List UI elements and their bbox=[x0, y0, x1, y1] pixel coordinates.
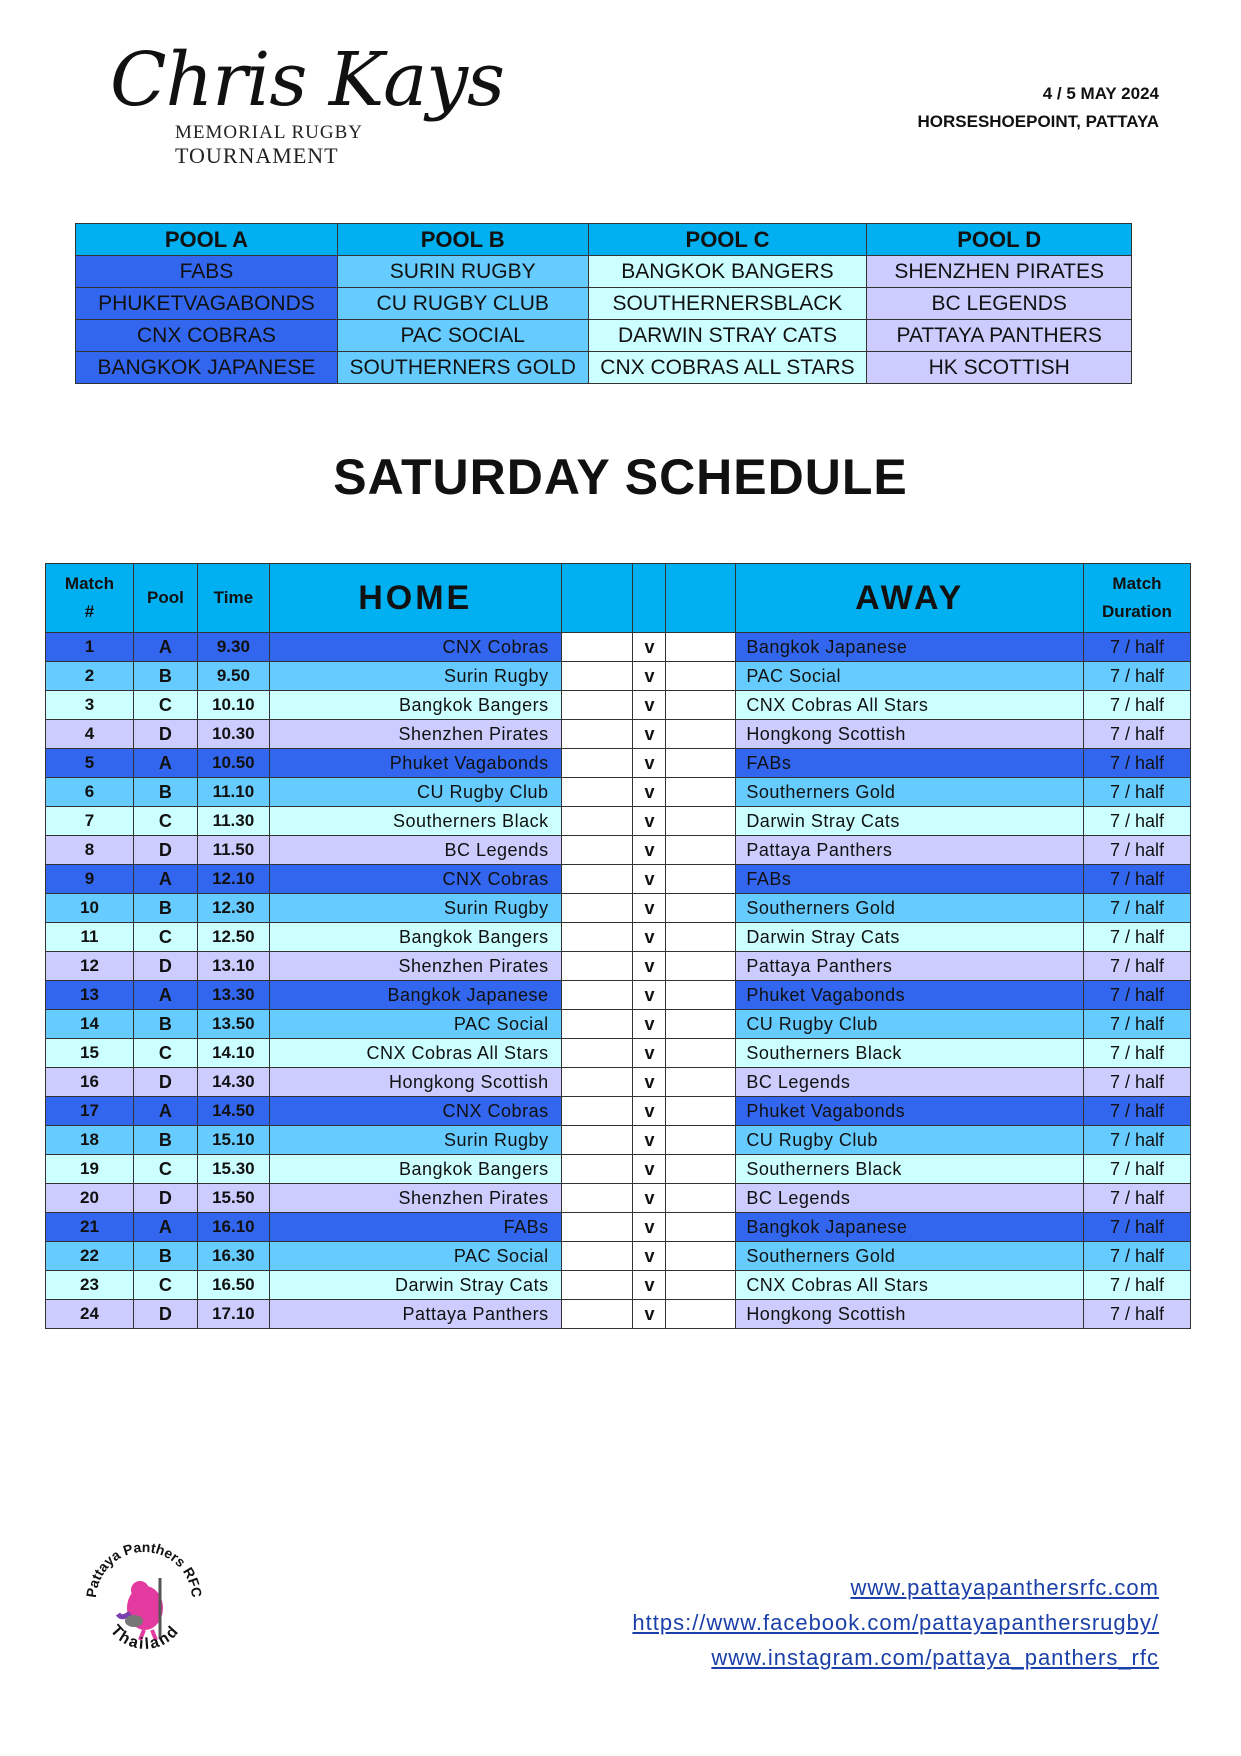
home-score-cell bbox=[561, 1068, 633, 1097]
match-duration: 7 / half bbox=[1083, 1300, 1190, 1329]
match-number: 7 bbox=[46, 807, 134, 836]
pool-header: POOL B bbox=[337, 224, 588, 256]
header-blank-cell bbox=[633, 564, 666, 633]
pool-header: POOL A bbox=[76, 224, 338, 256]
match-number: 11 bbox=[46, 923, 134, 952]
versus-label: v bbox=[633, 923, 666, 952]
versus-label: v bbox=[633, 894, 666, 923]
home-score-cell bbox=[561, 865, 633, 894]
match-duration: 7 / half bbox=[1083, 1184, 1190, 1213]
versus-label: v bbox=[633, 952, 666, 981]
match-time: 13.30 bbox=[197, 981, 269, 1010]
match-pool: C bbox=[133, 923, 197, 952]
home-score-cell bbox=[561, 1213, 633, 1242]
away-score-cell bbox=[666, 1068, 736, 1097]
match-time: 10.50 bbox=[197, 749, 269, 778]
match-duration: 7 / half bbox=[1083, 1213, 1190, 1242]
away-score-cell bbox=[666, 778, 736, 807]
match-pool: A bbox=[133, 865, 197, 894]
match-duration: 7 / half bbox=[1083, 633, 1190, 662]
match-duration: 7 / half bbox=[1083, 1039, 1190, 1068]
home-score-cell bbox=[561, 1039, 633, 1068]
away-team: Phuket Vagabonds bbox=[736, 1097, 1084, 1126]
match-row bbox=[46, 981, 1191, 1010]
match-duration: 7 / half bbox=[1083, 981, 1190, 1010]
match-number-header bbox=[46, 564, 134, 633]
match-number: 14 bbox=[46, 1010, 134, 1039]
home-score-cell bbox=[561, 836, 633, 865]
match-number: 21 bbox=[46, 1213, 134, 1242]
away-team: Southerners Black bbox=[736, 1039, 1084, 1068]
away-score-cell bbox=[666, 1300, 736, 1329]
home-score-cell bbox=[561, 807, 633, 836]
away-score-cell bbox=[666, 1242, 736, 1271]
match-duration: 7 / half bbox=[1083, 894, 1190, 923]
home-team: Darwin Stray Cats bbox=[269, 1271, 561, 1300]
home-team: Bangkok Bangers bbox=[269, 923, 561, 952]
match-row bbox=[46, 720, 1191, 749]
versus-label: v bbox=[633, 1184, 666, 1213]
pool-row bbox=[76, 256, 1132, 288]
footer-links bbox=[632, 1570, 1159, 1675]
website-link[interactable]: www.pattayapanthersrfc.com bbox=[850, 1575, 1159, 1600]
match-time: 12.50 bbox=[197, 923, 269, 952]
tournament-logo bbox=[110, 37, 505, 170]
match-row bbox=[46, 778, 1191, 807]
match-pool: C bbox=[133, 807, 197, 836]
match-duration: 7 / half bbox=[1083, 662, 1190, 691]
logo-subtitle-line1: MEMORIAL RUGBY bbox=[175, 122, 363, 143]
match-row bbox=[46, 1242, 1191, 1271]
match-time: 15.10 bbox=[197, 1126, 269, 1155]
home-score-cell bbox=[561, 1184, 633, 1213]
versus-label: v bbox=[633, 1271, 666, 1300]
logo-script-title: Chris Kays bbox=[110, 37, 505, 123]
match-row bbox=[46, 1184, 1191, 1213]
match-time: 17.10 bbox=[197, 1300, 269, 1329]
home-score-cell bbox=[561, 691, 633, 720]
home-team: Shenzhen Pirates bbox=[269, 720, 561, 749]
match-number: 1 bbox=[46, 633, 134, 662]
match-time: 15.50 bbox=[197, 1184, 269, 1213]
away-team: BC Legends bbox=[736, 1184, 1084, 1213]
match-row bbox=[46, 1271, 1191, 1300]
match-duration: 7 / half bbox=[1083, 1242, 1190, 1271]
match-duration: 7 / half bbox=[1083, 923, 1190, 952]
away-score-cell bbox=[666, 923, 736, 952]
event-date: 4 / 5 MAY 2024 bbox=[1042, 84, 1159, 103]
match-number: 17 bbox=[46, 1097, 134, 1126]
match-pool: D bbox=[133, 1184, 197, 1213]
match-duration: 7 / half bbox=[1083, 807, 1190, 836]
match-row bbox=[46, 952, 1191, 981]
away-team: Phuket Vagabonds bbox=[736, 981, 1084, 1010]
duration-column-header bbox=[1083, 564, 1190, 633]
away-score-cell bbox=[666, 952, 736, 981]
match-duration: 7 / half bbox=[1083, 1010, 1190, 1039]
pool-team-cell: CNX COBRAS ALL STARS bbox=[588, 352, 867, 384]
instagram-link[interactable]: www.instagram.com/pattaya_panthers_rfc bbox=[711, 1645, 1159, 1670]
pool-team-cell: BANGKOK JAPANESE bbox=[76, 352, 338, 384]
away-team: Southerners Gold bbox=[736, 1242, 1084, 1271]
home-team: Shenzhen Pirates bbox=[269, 1184, 561, 1213]
match-pool: D bbox=[133, 952, 197, 981]
match-time: 13.50 bbox=[197, 1010, 269, 1039]
away-team: Darwin Stray Cats bbox=[736, 923, 1084, 952]
away-team: Pattaya Panthers bbox=[736, 952, 1084, 981]
away-column-header: AWAY bbox=[736, 564, 1084, 633]
event-info bbox=[917, 80, 1159, 136]
pool-team-cell: SOUTHERNERS GOLD bbox=[337, 352, 588, 384]
away-team: FABs bbox=[736, 865, 1084, 894]
away-score-cell bbox=[666, 1097, 736, 1126]
away-team: Hongkong Scottish bbox=[736, 720, 1084, 749]
match-time: 9.50 bbox=[197, 662, 269, 691]
club-logo-top-text: Pattaya Panthers RFC bbox=[82, 1538, 206, 1599]
home-team: FABs bbox=[269, 1213, 561, 1242]
schedule-table bbox=[45, 563, 1191, 1329]
match-duration: 7 / half bbox=[1083, 1097, 1190, 1126]
versus-label: v bbox=[633, 778, 666, 807]
home-team: Surin Rugby bbox=[269, 1126, 561, 1155]
match-duration: 7 / half bbox=[1083, 865, 1190, 894]
match-pool: D bbox=[133, 836, 197, 865]
pools-table bbox=[75, 223, 1132, 384]
match-time: 16.30 bbox=[197, 1242, 269, 1271]
away-team: CU Rugby Club bbox=[736, 1010, 1084, 1039]
panther-logo-icon bbox=[82, 1538, 207, 1663]
match-duration: 7 / half bbox=[1083, 778, 1190, 807]
home-score-cell bbox=[561, 1010, 633, 1039]
match-number: 23 bbox=[46, 1271, 134, 1300]
away-team: BC Legends bbox=[736, 1068, 1084, 1097]
away-team: CNX Cobras All Stars bbox=[736, 691, 1084, 720]
away-score-cell bbox=[666, 807, 736, 836]
match-pool: D bbox=[133, 1068, 197, 1097]
match-time: 11.50 bbox=[197, 836, 269, 865]
away-score-cell bbox=[666, 633, 736, 662]
match-number: 8 bbox=[46, 836, 134, 865]
match-time: 12.10 bbox=[197, 865, 269, 894]
home-score-cell bbox=[561, 1271, 633, 1300]
versus-label: v bbox=[633, 1213, 666, 1242]
home-score-cell bbox=[561, 952, 633, 981]
away-team: Darwin Stray Cats bbox=[736, 807, 1084, 836]
versus-label: v bbox=[633, 633, 666, 662]
pool-header: POOL D bbox=[867, 224, 1132, 256]
match-row bbox=[46, 691, 1191, 720]
pool-row bbox=[76, 288, 1132, 320]
pool-team-cell: SHENZHEN PIRATES bbox=[867, 256, 1132, 288]
match-pool: C bbox=[133, 1039, 197, 1068]
away-score-cell bbox=[666, 749, 736, 778]
club-logo-bottom-text: Thailand bbox=[106, 1621, 184, 1654]
header-blank-cell bbox=[561, 564, 633, 633]
away-score-cell bbox=[666, 662, 736, 691]
match-time: 14.30 bbox=[197, 1068, 269, 1097]
pool-team-cell: PATTAYA PANTHERS bbox=[867, 320, 1132, 352]
home-score-cell bbox=[561, 720, 633, 749]
home-score-cell bbox=[561, 749, 633, 778]
home-team: CU Rugby Club bbox=[269, 778, 561, 807]
match-number: 19 bbox=[46, 1155, 134, 1184]
match-row bbox=[46, 1097, 1191, 1126]
match-number-header-line1: Match bbox=[64, 574, 115, 593]
versus-label: v bbox=[633, 807, 666, 836]
versus-label: v bbox=[633, 1010, 666, 1039]
match-pool: C bbox=[133, 1271, 197, 1300]
match-row bbox=[46, 836, 1191, 865]
match-number: 24 bbox=[46, 1300, 134, 1329]
versus-label: v bbox=[633, 1068, 666, 1097]
away-team: Hongkong Scottish bbox=[736, 1300, 1084, 1329]
home-score-cell bbox=[561, 1242, 633, 1271]
away-team: PAC Social bbox=[736, 662, 1084, 691]
match-duration: 7 / half bbox=[1083, 749, 1190, 778]
away-score-cell bbox=[666, 1213, 736, 1242]
match-duration: 7 / half bbox=[1083, 1068, 1190, 1097]
match-number: 6 bbox=[46, 778, 134, 807]
pool-team-cell: CU RUGBY CLUB bbox=[337, 288, 588, 320]
home-team: PAC Social bbox=[269, 1242, 561, 1271]
pool-team-cell: HK SCOTTISH bbox=[867, 352, 1132, 384]
match-number: 22 bbox=[46, 1242, 134, 1271]
versus-label: v bbox=[633, 981, 666, 1010]
match-time: 11.10 bbox=[197, 778, 269, 807]
away-team: Southerners Gold bbox=[736, 894, 1084, 923]
home-team: Bangkok Bangers bbox=[269, 1155, 561, 1184]
match-number: 16 bbox=[46, 1068, 134, 1097]
home-score-cell bbox=[561, 981, 633, 1010]
away-score-cell bbox=[666, 981, 736, 1010]
match-time: 10.10 bbox=[197, 691, 269, 720]
match-time: 15.30 bbox=[197, 1155, 269, 1184]
event-venue: HORSESHOEPOINT, PATTAYA bbox=[917, 112, 1159, 131]
match-number: 18 bbox=[46, 1126, 134, 1155]
home-team: Bangkok Japanese bbox=[269, 981, 561, 1010]
match-row bbox=[46, 1155, 1191, 1184]
away-score-cell bbox=[666, 865, 736, 894]
match-duration: 7 / half bbox=[1083, 1271, 1190, 1300]
match-pool: A bbox=[133, 633, 197, 662]
home-score-cell bbox=[561, 894, 633, 923]
home-column-header: HOME bbox=[269, 564, 561, 633]
away-team: Bangkok Japanese bbox=[736, 633, 1084, 662]
versus-label: v bbox=[633, 865, 666, 894]
away-score-cell bbox=[666, 836, 736, 865]
match-pool: A bbox=[133, 1213, 197, 1242]
match-pool: A bbox=[133, 981, 197, 1010]
match-time: 12.30 bbox=[197, 894, 269, 923]
away-score-cell bbox=[666, 894, 736, 923]
match-pool: D bbox=[133, 720, 197, 749]
away-score-cell bbox=[666, 1126, 736, 1155]
pool-column-header: Pool bbox=[133, 564, 197, 633]
club-logo bbox=[82, 1538, 207, 1663]
pool-row bbox=[76, 320, 1132, 352]
away-team: FABs bbox=[736, 749, 1084, 778]
pool-row bbox=[76, 352, 1132, 384]
home-score-cell bbox=[561, 1300, 633, 1329]
pool-team-cell: BC LEGENDS bbox=[867, 288, 1132, 320]
match-pool: B bbox=[133, 1010, 197, 1039]
home-team: Surin Rugby bbox=[269, 894, 561, 923]
home-team: PAC Social bbox=[269, 1010, 561, 1039]
home-team: Shenzhen Pirates bbox=[269, 952, 561, 981]
match-number: 5 bbox=[46, 749, 134, 778]
home-team: CNX Cobras All Stars bbox=[269, 1039, 561, 1068]
home-team: Bangkok Bangers bbox=[269, 691, 561, 720]
match-time: 9.30 bbox=[197, 633, 269, 662]
match-row bbox=[46, 1010, 1191, 1039]
versus-label: v bbox=[633, 1155, 666, 1184]
match-row bbox=[46, 807, 1191, 836]
home-team: CNX Cobras bbox=[269, 633, 561, 662]
versus-label: v bbox=[633, 1242, 666, 1271]
home-score-cell bbox=[561, 1097, 633, 1126]
home-team: CNX Cobras bbox=[269, 865, 561, 894]
home-team: Surin Rugby bbox=[269, 662, 561, 691]
away-score-cell bbox=[666, 691, 736, 720]
match-pool: D bbox=[133, 1300, 197, 1329]
match-pool: A bbox=[133, 1097, 197, 1126]
match-number: 3 bbox=[46, 691, 134, 720]
logo-subtitle-line2: TOURNAMENT bbox=[175, 143, 339, 168]
match-pool: C bbox=[133, 691, 197, 720]
home-score-cell bbox=[561, 633, 633, 662]
match-pool: B bbox=[133, 662, 197, 691]
away-team: Southerners Black bbox=[736, 1155, 1084, 1184]
match-time: 16.10 bbox=[197, 1213, 269, 1242]
match-row bbox=[46, 1126, 1191, 1155]
home-team: CNX Cobras bbox=[269, 1097, 561, 1126]
pool-team-cell: CNX COBRAS bbox=[76, 320, 338, 352]
match-pool: B bbox=[133, 1126, 197, 1155]
match-row bbox=[46, 1068, 1191, 1097]
match-time: 14.50 bbox=[197, 1097, 269, 1126]
home-score-cell bbox=[561, 778, 633, 807]
match-row bbox=[46, 894, 1191, 923]
match-duration: 7 / half bbox=[1083, 836, 1190, 865]
versus-label: v bbox=[633, 1039, 666, 1068]
schedule-title: SATURDAY SCHEDULE bbox=[333, 449, 908, 505]
match-number: 20 bbox=[46, 1184, 134, 1213]
versus-label: v bbox=[633, 1097, 666, 1126]
home-score-cell bbox=[561, 1155, 633, 1184]
versus-label: v bbox=[633, 1300, 666, 1329]
away-team: CU Rugby Club bbox=[736, 1126, 1084, 1155]
home-team: Pattaya Panthers bbox=[269, 1300, 561, 1329]
away-score-cell bbox=[666, 1010, 736, 1039]
pool-team-cell: SURIN RUGBY bbox=[337, 256, 588, 288]
header-blank-cell bbox=[666, 564, 736, 633]
match-number: 2 bbox=[46, 662, 134, 691]
match-row bbox=[46, 865, 1191, 894]
match-time: 11.30 bbox=[197, 807, 269, 836]
away-score-cell bbox=[666, 1039, 736, 1068]
pool-header: POOL C bbox=[588, 224, 867, 256]
versus-label: v bbox=[633, 836, 666, 865]
match-number: 15 bbox=[46, 1039, 134, 1068]
match-duration: 7 / half bbox=[1083, 1126, 1190, 1155]
match-duration: 7 / half bbox=[1083, 952, 1190, 981]
match-row bbox=[46, 633, 1191, 662]
match-number: 4 bbox=[46, 720, 134, 749]
away-score-cell bbox=[666, 1155, 736, 1184]
pool-team-cell: SOUTHERNERSBLACK bbox=[588, 288, 867, 320]
away-score-cell bbox=[666, 720, 736, 749]
home-score-cell bbox=[561, 1126, 633, 1155]
home-team: Phuket Vagabonds bbox=[269, 749, 561, 778]
pool-team-cell: PHUKETVAGABONDS bbox=[76, 288, 338, 320]
match-time: 13.10 bbox=[197, 952, 269, 981]
match-row bbox=[46, 1300, 1191, 1329]
home-team: Hongkong Scottish bbox=[269, 1068, 561, 1097]
pool-team-cell: DARWIN STRAY CATS bbox=[588, 320, 867, 352]
match-number: 10 bbox=[46, 894, 134, 923]
match-pool: B bbox=[133, 1242, 197, 1271]
pool-team-cell: PAC SOCIAL bbox=[337, 320, 588, 352]
match-pool: B bbox=[133, 778, 197, 807]
match-time: 16.50 bbox=[197, 1271, 269, 1300]
versus-label: v bbox=[633, 749, 666, 778]
pool-team-cell: FABS bbox=[76, 256, 338, 288]
duration-header-line2: Duration bbox=[1102, 602, 1172, 621]
match-duration: 7 / half bbox=[1083, 1155, 1190, 1184]
match-duration: 7 / half bbox=[1083, 720, 1190, 749]
away-team: CNX Cobras All Stars bbox=[736, 1271, 1084, 1300]
match-duration: 7 / half bbox=[1083, 691, 1190, 720]
away-score-cell bbox=[666, 1184, 736, 1213]
versus-label: v bbox=[633, 1126, 666, 1155]
away-team: Southerners Gold bbox=[736, 778, 1084, 807]
facebook-link[interactable]: https://www.facebook.com/pattayapanthersrugby/ bbox=[632, 1610, 1159, 1635]
home-score-cell bbox=[561, 662, 633, 691]
time-column-header: Time bbox=[197, 564, 269, 633]
match-time: 10.30 bbox=[197, 720, 269, 749]
away-team: Bangkok Japanese bbox=[736, 1213, 1084, 1242]
duration-header-line1: Match bbox=[1112, 574, 1162, 593]
home-score-cell bbox=[561, 923, 633, 952]
versus-label: v bbox=[633, 720, 666, 749]
match-row bbox=[46, 923, 1191, 952]
pool-team-cell: BANGKOK BANGERS bbox=[588, 256, 867, 288]
match-pool: B bbox=[133, 894, 197, 923]
match-time: 14.10 bbox=[197, 1039, 269, 1068]
match-number: 13 bbox=[46, 981, 134, 1010]
home-team: BC Legends bbox=[269, 836, 561, 865]
versus-label: v bbox=[633, 662, 666, 691]
match-row bbox=[46, 662, 1191, 691]
match-row bbox=[46, 1039, 1191, 1068]
match-pool: A bbox=[133, 749, 197, 778]
versus-label: v bbox=[633, 691, 666, 720]
match-number: 12 bbox=[46, 952, 134, 981]
home-team: Southerners Black bbox=[269, 807, 561, 836]
match-number: 9 bbox=[46, 865, 134, 894]
match-row bbox=[46, 749, 1191, 778]
match-row bbox=[46, 1213, 1191, 1242]
away-team: Pattaya Panthers bbox=[736, 836, 1084, 865]
match-number-header-line2: # bbox=[84, 602, 95, 621]
match-pool: C bbox=[133, 1155, 197, 1184]
away-score-cell bbox=[666, 1271, 736, 1300]
